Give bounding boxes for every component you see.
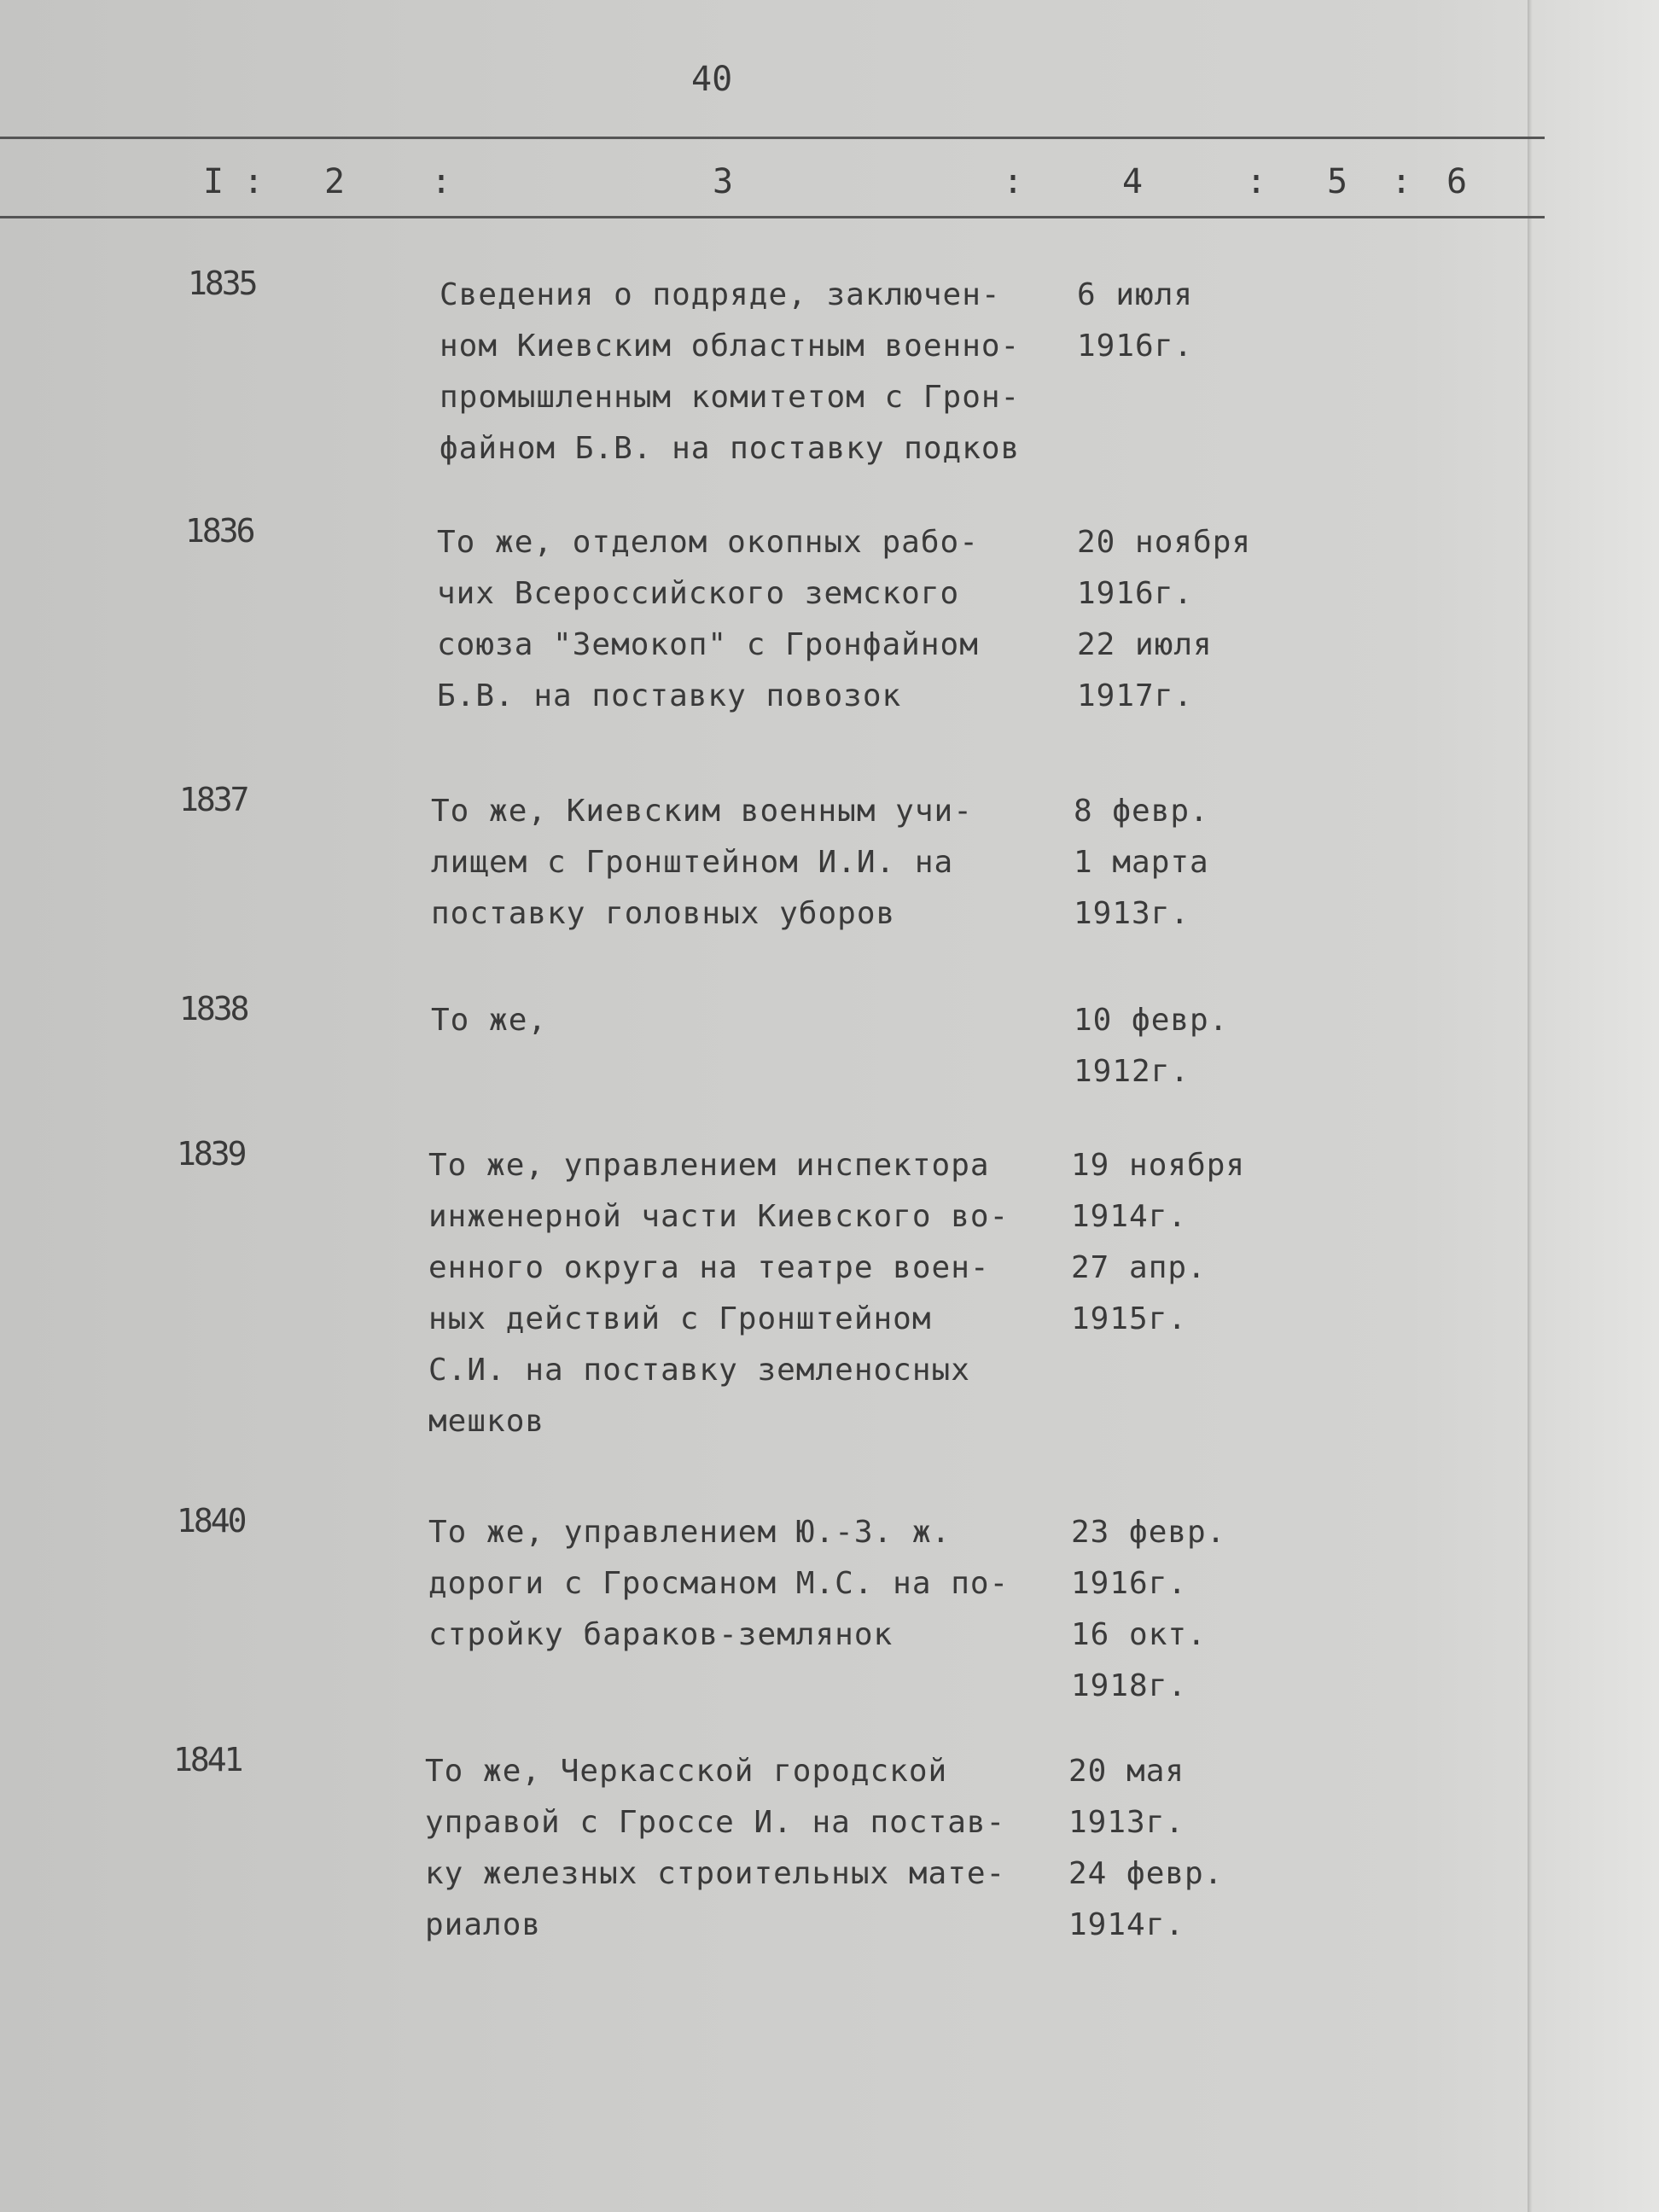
entry-number: 1840	[177, 1502, 245, 1540]
description-line: союза "Земокоп" с Гронфайном	[437, 627, 979, 662]
description-line: дороги с Гросманом М.С. на по-	[428, 1566, 1010, 1601]
description-line: лищем с Гронштейном И.И. на	[431, 845, 954, 880]
entry-dates	[1074, 995, 1228, 1097]
description-line: С.И. на поставку земленосных	[428, 1353, 970, 1388]
description-line: промышленным комитетом с Грон-	[439, 380, 1021, 415]
entry-description	[431, 786, 973, 940]
date-line: 23 февр.	[1071, 1515, 1226, 1550]
description-line: ных действий с Гронштейном	[428, 1301, 932, 1336]
date-line: 1916г.	[1077, 576, 1194, 611]
date-line: 1914г.	[1071, 1199, 1188, 1234]
entry-description	[428, 1507, 1009, 1661]
date-line: 1912г.	[1074, 1054, 1190, 1089]
date-line: 1 марта	[1074, 845, 1209, 880]
description-line: Сведения о подряде, заключен-	[439, 277, 1001, 312]
entry-dates	[1077, 517, 1251, 722]
description-line: То же, Черкасской городской	[425, 1754, 948, 1789]
col-5: 5	[1327, 162, 1348, 201]
description-line: ном Киевским областным военно-	[439, 329, 1021, 364]
header-top-rule	[0, 137, 1545, 139]
description-line: стройку бараков-землянок	[428, 1617, 894, 1652]
entry-number: 1835	[188, 265, 256, 302]
page-number: 40	[691, 60, 733, 99]
entry-description	[437, 517, 979, 722]
description-line: риалов	[425, 1907, 542, 1942]
entry-number: 1836	[185, 512, 253, 550]
date-line: 1913г.	[1068, 1805, 1185, 1840]
page-edge	[1528, 0, 1533, 2212]
description-line: енного округа на театре воен-	[428, 1250, 990, 1285]
description-line: ку железных строительных мате-	[425, 1856, 1006, 1891]
description-line: управой с Гроссе И. на постав-	[425, 1805, 1006, 1840]
description-line: То же, отделом окопных рабо-	[437, 525, 979, 560]
entry-dates	[1071, 1140, 1245, 1345]
entry-number: 1839	[177, 1135, 245, 1173]
description-line: То же, управлением инспектора	[428, 1148, 990, 1183]
entry-dates	[1071, 1507, 1225, 1712]
entry-dates	[1074, 786, 1209, 940]
description-line: Б.В. на поставку повозок	[437, 678, 902, 713]
header-bottom-rule	[0, 216, 1545, 218]
description-line: мешков	[428, 1404, 545, 1439]
description-line: файном Б.В. на поставку подков	[439, 431, 1021, 466]
date-line: 10 февр.	[1074, 1003, 1229, 1038]
date-line: 1915г.	[1071, 1301, 1188, 1336]
date-line: 16 окт.	[1071, 1617, 1207, 1652]
entry-number: 1838	[179, 990, 247, 1027]
col-sep: :	[431, 162, 452, 201]
entry-number: 1841	[173, 1741, 242, 1778]
col-4: 4	[1122, 162, 1144, 201]
description-line: чих Всероссийского земского	[437, 576, 960, 611]
description-line: инженерной части Киевского во-	[428, 1199, 1010, 1234]
date-line: 27 апр.	[1071, 1250, 1207, 1285]
col-3: 3	[713, 162, 734, 201]
date-line: 20 ноября	[1077, 525, 1252, 560]
date-line: 1917г.	[1077, 678, 1194, 713]
entry-description	[425, 1746, 1005, 1951]
entry-description	[439, 270, 1020, 474]
col-sep: :	[1003, 162, 1024, 201]
date-line: 1916г.	[1071, 1566, 1188, 1601]
description-line: То же, управлением Ю.-З. ж.	[428, 1515, 952, 1550]
date-line: 1916г.	[1077, 329, 1194, 364]
col-6: 6	[1447, 162, 1468, 201]
date-line: 19 ноября	[1071, 1148, 1246, 1183]
col-sep: :	[243, 162, 265, 201]
date-line: 24 февр.	[1068, 1856, 1224, 1891]
entry-dates	[1077, 270, 1193, 372]
col-2: 2	[324, 162, 346, 201]
description-line: То же,	[431, 1003, 548, 1038]
description-line: То же, Киевским военным учи-	[431, 794, 973, 829]
entry-dates	[1068, 1746, 1223, 1951]
date-line: 22 июля	[1077, 627, 1213, 662]
date-line: 1913г.	[1074, 896, 1190, 931]
entry-description	[431, 995, 547, 1046]
entry-number: 1837	[179, 781, 247, 818]
date-line: 6 июля	[1077, 277, 1194, 312]
col-1: I	[203, 162, 224, 201]
date-line: 1914г.	[1068, 1907, 1185, 1942]
description-line: поставку головных уборов	[431, 896, 896, 931]
col-sep: :	[1391, 162, 1412, 201]
date-line: 1918г.	[1071, 1668, 1188, 1703]
entry-description	[428, 1140, 1009, 1447]
date-line: 20 мая	[1068, 1754, 1185, 1789]
col-sep: :	[1246, 162, 1267, 201]
date-line: 8 февр.	[1074, 794, 1209, 829]
